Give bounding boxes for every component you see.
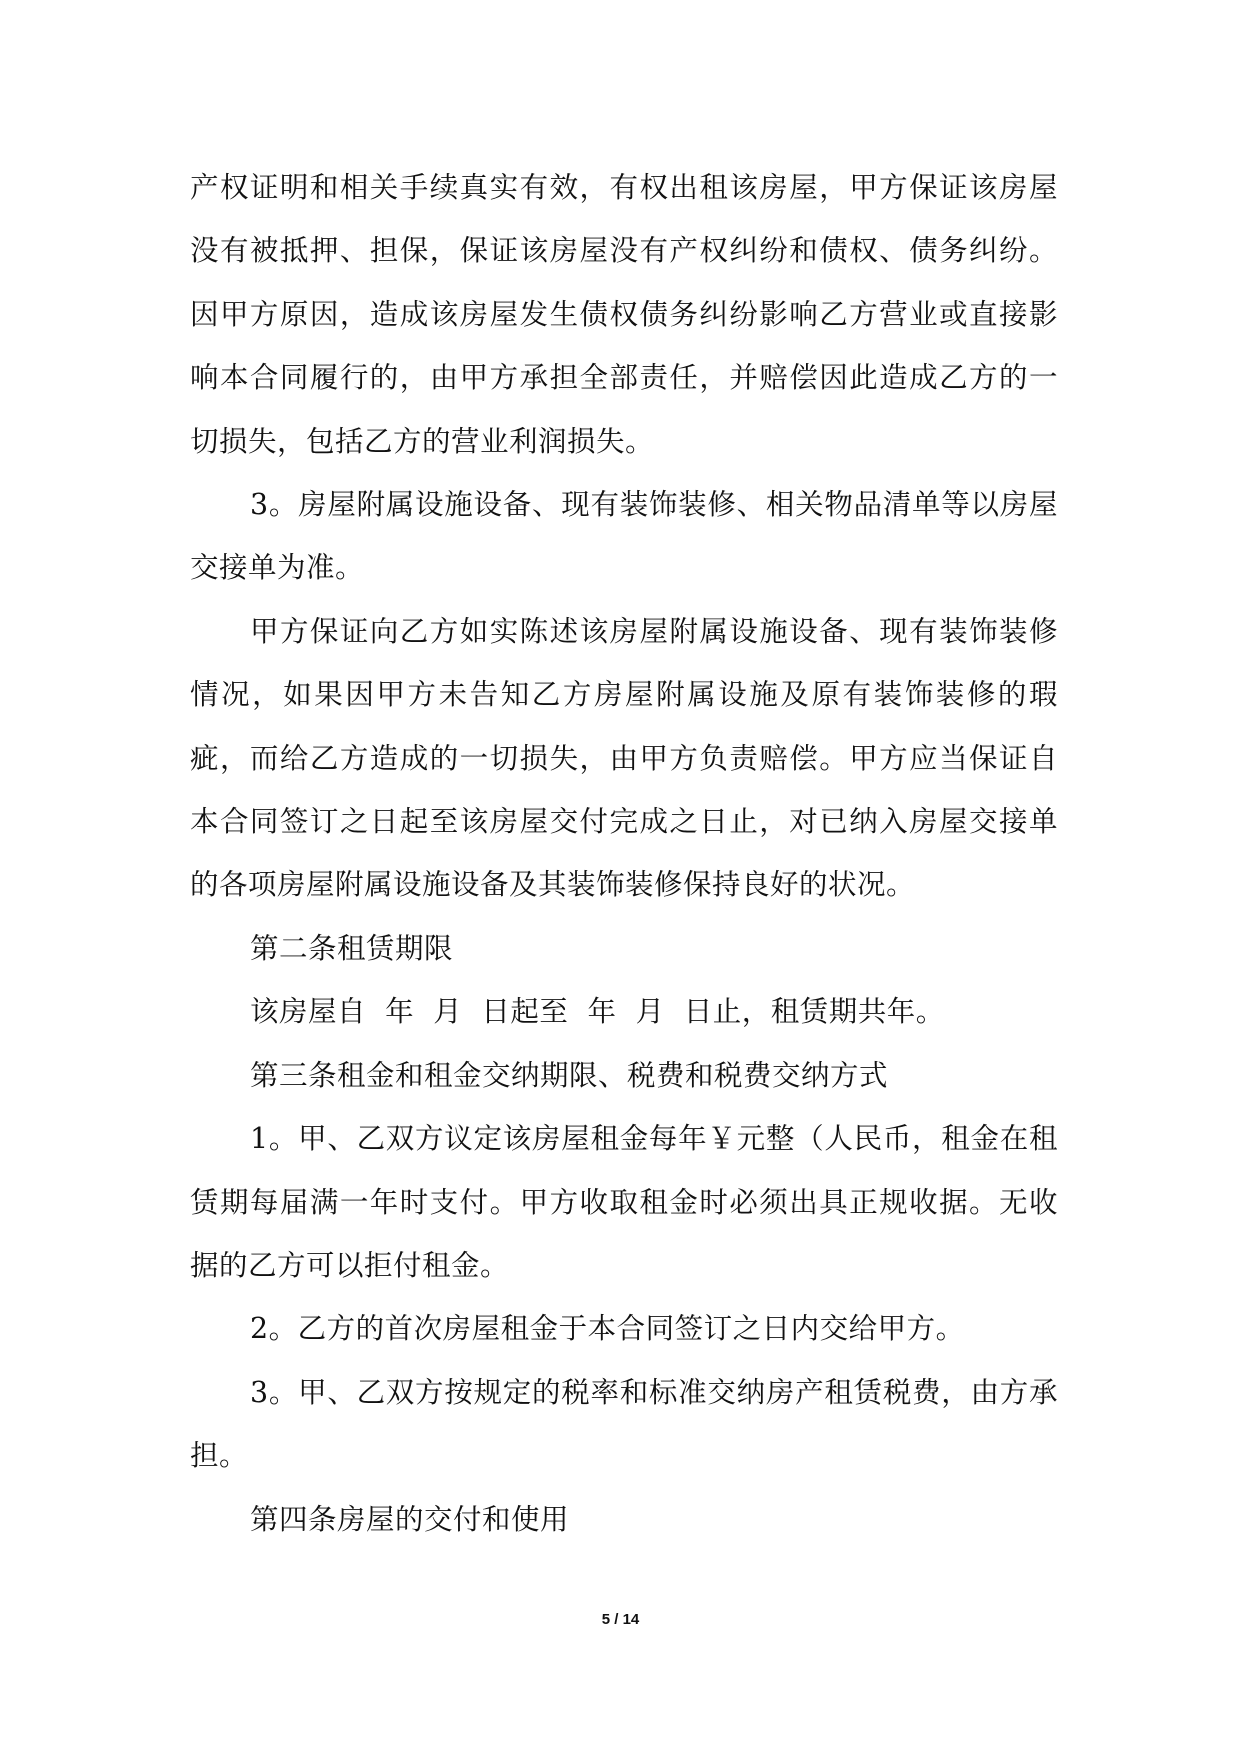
paragraph-lease-term: 该房屋自 年 月 日起至 年 月 日止，租赁期共年。: [250, 995, 945, 1029]
contract-body: [190, 156, 1058, 1551]
page-number: 5 / 14: [601, 1611, 640, 1628]
paragraph-property-warranty: 产权证明和相关手续真实有效，有权出租该房屋，甲方保证该房屋没有被抵押、担保，保证该房屋没有产权纠纷和债权、债务纠纷。因甲方原因，造成该房屋发生债权债务纠纷影响乙方营业或直接影响本合同履行的，由甲方承担全部责任，并赔偿因此造成乙方的一切损失，包括乙方的营业利润损失。: [190, 171, 1058, 458]
section-heading-rent-and-tax: 第三条租金和租金交纳期限、税费和税费交纳方式: [250, 1058, 889, 1092]
section-heading-lease-term: 第二条租赁期限: [250, 931, 454, 965]
paragraph-facilities-list: 3。房屋附属设施设备、现有装饰装修、相关物品清单等以房屋交接单为准。: [190, 488, 1058, 585]
paragraph-first-rent: 2。乙方的首次房屋租金于本合同签订之日内交给甲方。: [250, 1312, 965, 1346]
paragraph-facilities-disclosure: 甲方保证向乙方如实陈述该房屋附属设施设备、现有装饰装修情况，如果因甲方未告知乙方房屋附属设施及原有装饰装修的瑕疵，而给乙方造成的一切损失，由甲方负责赔偿。甲方应当保证自本合同签订之日起至该房屋交付完成之日止，对已纳入房屋交接单的各项房屋附属设施设备及其装饰装修保持良好的状况。: [190, 614, 1058, 902]
section-heading-delivery-and-use: 第四条房屋的交付和使用: [250, 1502, 570, 1536]
paragraph-rent-amount: 1。甲、乙双方议定该房屋租金每年￥元整（人民币，租金在租赁期每届满一年时支付。甲方收取租金时必须出具正规收据。无收据的乙方可以拒付租金。: [190, 1122, 1058, 1282]
paragraph-tax: 3。甲、乙双方按规定的税率和标准交纳房产租赁税费，由方承担。: [190, 1375, 1058, 1473]
